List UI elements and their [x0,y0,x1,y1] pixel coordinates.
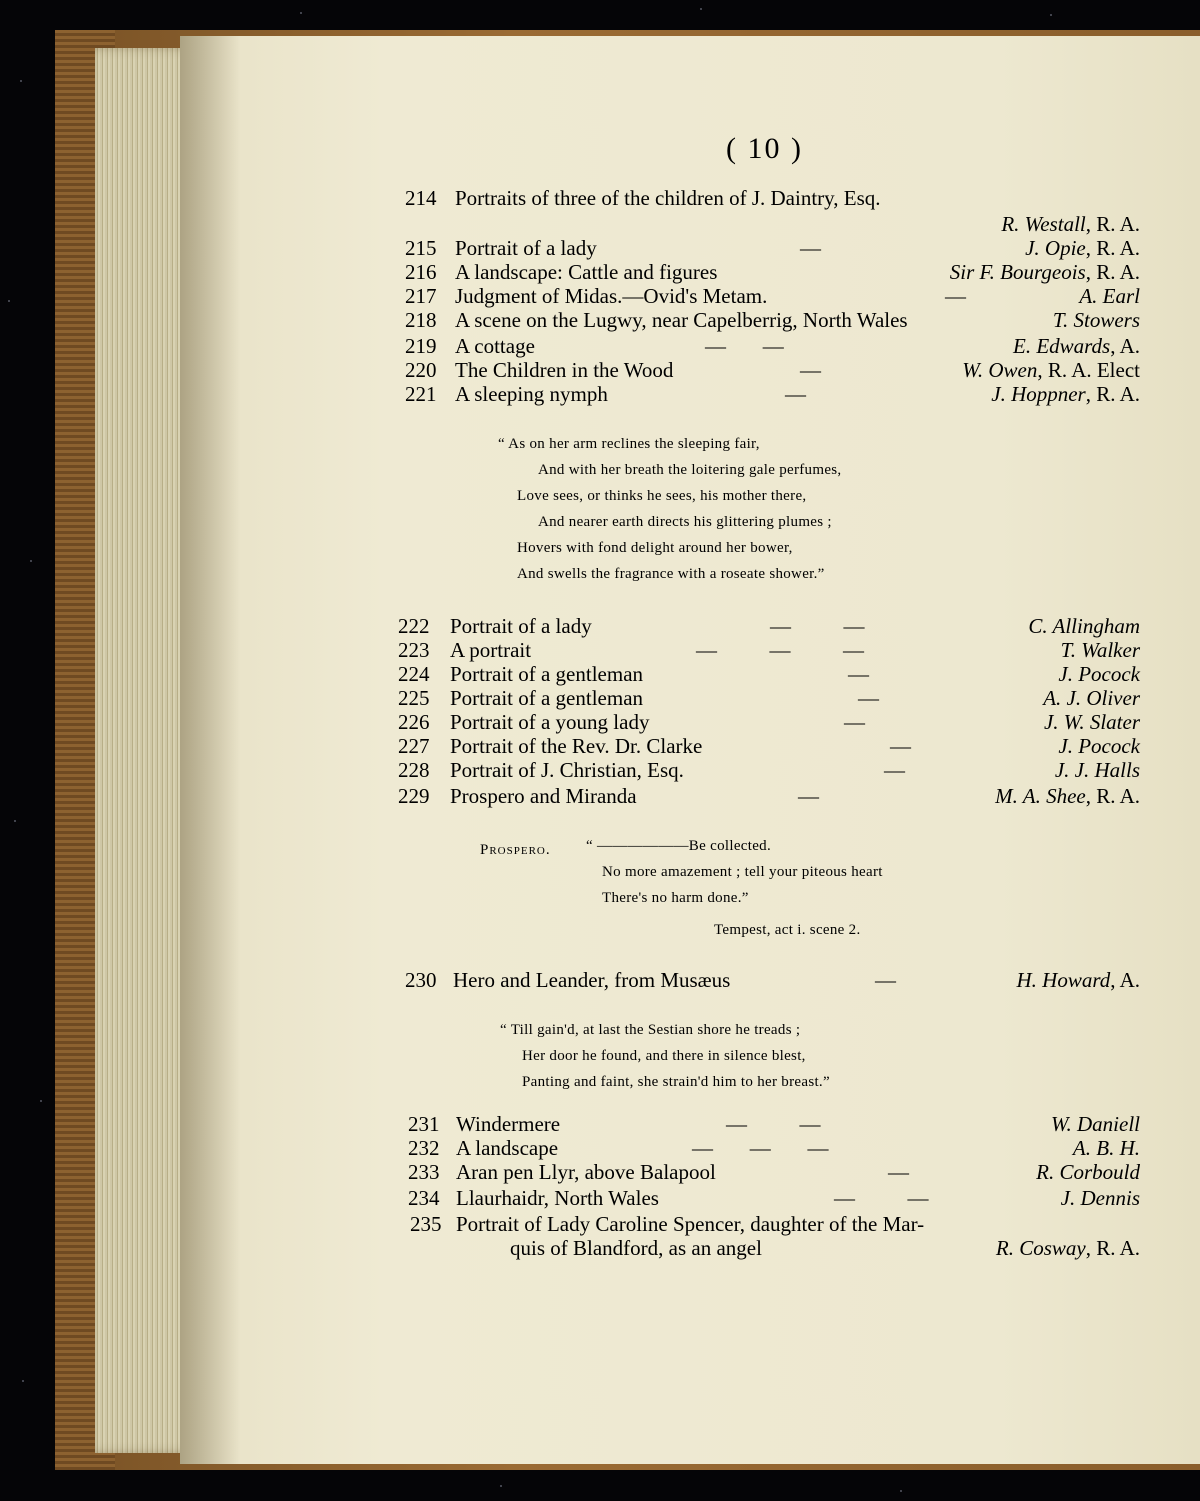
entry-number: 234 [408,1186,440,1210]
verse-line: Panting and faint, she strain'd him to her breast.” [522,1074,830,1090]
entry-artist: C. Allingham [1028,614,1140,638]
entry-number: 222 [398,614,430,638]
entry-dash: — — [726,1112,821,1136]
entry-artist: H. Howard, A. [1016,968,1140,992]
entry-artist: J. J. Halls [1054,758,1140,782]
entry-artist: A. Earl [1079,284,1140,308]
entry-title: Portrait of a gentleman [450,686,644,710]
entry-number: 220 [405,358,437,382]
entry-number: 223 [398,638,430,662]
verse-line: And nearer earth directs his glittering plumes ; [538,514,832,530]
verse-source: Tempest, act i. scene 2. [714,922,861,938]
entry-title: Hero and Leander, from Musæus [453,968,731,992]
entry-title: Portrait of a lady [450,614,592,638]
entry-number: 224 [398,662,430,686]
entry-artist: R. Westall, R. A. [1001,212,1140,236]
entry-title: Portrait of the Rev. Dr. Clarke [450,734,703,758]
entry-artist: W. Daniell [1050,1112,1140,1136]
entry-artist: W. Owen, R. A. Elect [962,358,1140,382]
entry-dash: — [844,710,865,734]
entry-dash: — [945,284,966,308]
entry-number: 228 [398,758,430,782]
entry-dash: — [848,662,869,686]
entry-dash: — [800,236,821,260]
verse-line: Hovers with fond delight around her bower, [517,540,793,556]
entry-dash: — [888,1160,909,1184]
entry-dash: — [875,968,896,992]
entry-title: A portrait [450,638,532,662]
entry-number: 225 [398,686,430,710]
entry-artist: E. Edwards, A. [1013,334,1140,358]
entry-artist: R. Corbould [1036,1160,1140,1184]
entry-artist: J. Pocock [1058,662,1140,686]
entry-title: A cottage [455,334,535,358]
entry-dash: — — [834,1186,929,1210]
entry-number: 221 [405,382,437,406]
entry-title: Judgment of Midas.—Ovid's Metam. [455,284,768,308]
entry-number: 226 [398,710,430,734]
verse-line: Love sees, or thinks he sees, his mother there, [517,488,807,504]
entry-artist: Sir F. Bourgeois, R. A. [949,260,1140,284]
entry-dash: — — [770,614,865,638]
entry-title: Portrait of a lady [455,236,597,260]
entry-title: A landscape: Cattle and figures [455,260,718,284]
entry-number: 233 [408,1160,440,1184]
entry-number: 227 [398,734,430,758]
verse-line: There's no harm done.” [602,890,749,906]
page-number: ( 10 ) [726,132,803,165]
entry-title-continued: quis of Blandford, as an angel [510,1236,762,1260]
entry-title: Prospero and Miranda [450,784,637,808]
verse-line: “ Till gain'd, at last the Sestian shore he treads ; [500,1022,801,1038]
entry-title: Portrait of a young lady [450,710,650,734]
entry-artist: A. J. Oliver [1043,686,1140,710]
entry-artist: J. Dennis [1060,1186,1140,1210]
entry-number: 219 [405,334,437,358]
entry-title: A landscape [456,1136,559,1160]
entry-dash: — — — [696,638,864,662]
entry-number: 232 [408,1136,440,1160]
verse-line: No more amazement ; tell your piteous heart [602,864,883,880]
entry-artist: J. Hoppner, R. A. [991,382,1140,406]
entry-number: 218 [405,308,437,332]
entry-title: Llaurhaidr, North Wales [456,1186,659,1210]
entry-title: Aran pen Llyr, above Balapool [456,1160,716,1184]
entry-artist: J. W. Slater [1043,710,1140,734]
entry-number: 231 [408,1112,440,1136]
entry-number: 216 [405,260,437,284]
entry-artist: J. Pocock [1058,734,1140,758]
entry-dash: — [858,686,879,710]
verse-line: Her door he found, and there in silence blest, [522,1048,806,1064]
entry-number: 217 [405,284,437,308]
entry-artist: A. B. H. [1072,1136,1140,1160]
entry-number: 230 [405,968,437,992]
entry-title: The Children in the Wood [455,358,674,382]
entry-artist: R. Cosway, R. A. [995,1236,1140,1260]
entry-title: A scene on the Lugwy, near Capelberrig, North Wales [455,308,908,332]
verse-speaker: Prospero. [480,842,551,858]
entry-dash: — [800,358,821,382]
entry-title: Portrait of Lady Caroline Spencer, daughter of the Mar- [456,1212,925,1236]
entry-dash: — [785,382,806,406]
entry-dash: — — — [692,1136,829,1160]
entry-artist: M. A. Shee, R. A. [995,784,1140,808]
entry-dash: — [884,758,905,782]
entry-artist: T. Stowers [1052,308,1140,332]
entry-dash: — [798,784,819,808]
entry-dash: — — [705,334,784,358]
verse-line: And swells the fragrance with a roseate shower.” [517,566,825,582]
entry-dash: — [890,734,911,758]
gutter-shadow [180,36,240,1464]
entry-number: 215 [405,236,437,260]
entry-number: 229 [398,784,430,808]
verse-line: “ As on her arm reclines the sleeping fair, [498,436,760,452]
verse-line: “ ——————Be collected. [586,838,772,854]
verse-line: And with her breath the loitering gale perfumes, [538,462,842,478]
entry-number: 214 [405,186,437,210]
entry-title: Windermere [456,1112,561,1136]
entry-title: Portrait of J. Christian, Esq. [450,758,684,782]
entry-title: Portrait of a gentleman [450,662,644,686]
entry-title: Portraits of three of the children of J. Daintry, Esq. [455,186,881,210]
entry-artist: T. Walker [1060,638,1140,662]
entry-title: A sleeping nymph [455,382,608,406]
entry-artist: J. Opie, R. A. [1025,236,1140,260]
entry-number: 235 [410,1212,442,1236]
